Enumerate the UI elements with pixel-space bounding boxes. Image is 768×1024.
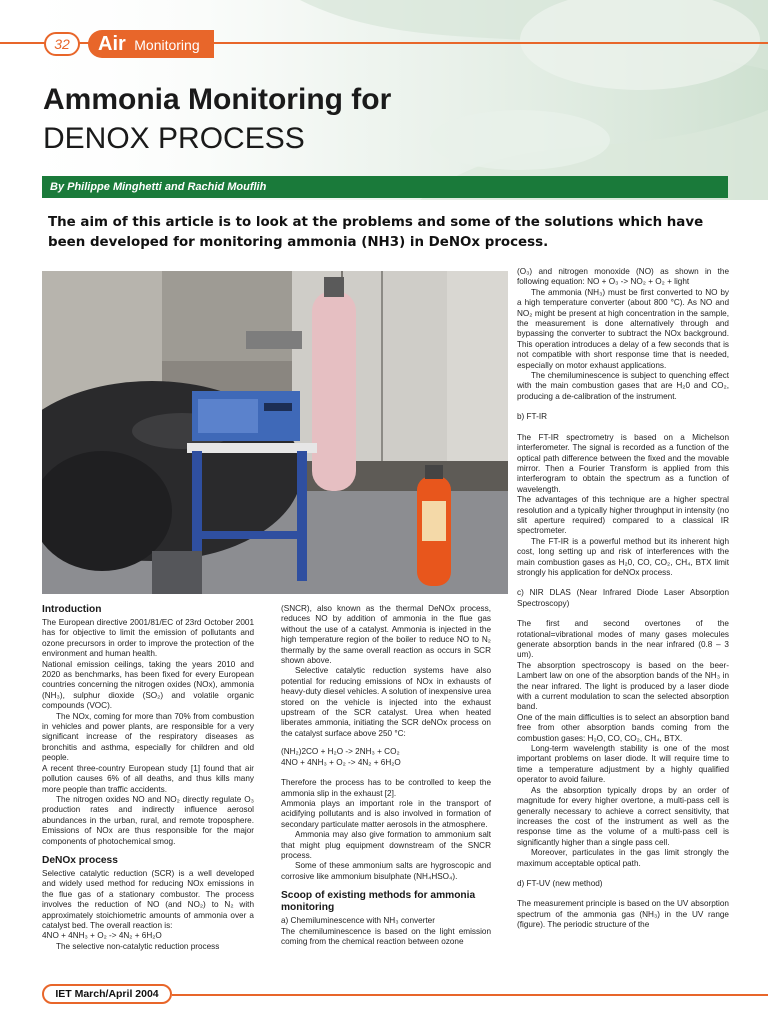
subheading-nir-dlas: c) NIR DLAS (Near Infrared Diode Laser Absorption Spectroscopy) <box>517 588 729 608</box>
paragraph: The chemiluminescence is subject to quenching effect with the main combustion gases that are H₂0 and CO₂, producing a de-calibration of the instrument. <box>517 371 729 401</box>
subheading-ft-uv: d) FT-UV (new method) <box>517 878 603 888</box>
abstract: The aim of this article is to look at the problems and some of the solutions which have been developed for monitoring ammonia (NH3) in DeNOx process. <box>48 215 704 250</box>
paragraph: The NOx, coming for more than 70% from combustion in vehicles and power plants, are responsible for a very significant increase of the respiratory diseases as bronchitis and asthma, especially for children and old people. <box>42 711 254 763</box>
lab-equipment-photo <box>42 271 508 594</box>
byline: By Philippe Minghetti and Rachid Mouflih <box>42 176 728 198</box>
paragraph: The chemiluminescence is based on the light emission coming from the chemical reaction between ozone <box>281 926 491 946</box>
equation: 4NO + 4NH₃ + O₂ -> 4N₂ + 6H₂O <box>281 757 401 767</box>
paragraph: Therefore the process has to be controlled to keep the ammonia slip in the exhaust [2]. <box>281 778 491 798</box>
paragraph: The first and second overtones of the rotational=vibrational modes of many gases molecules generate absorption bands in the near infrared (0.8 – 3 um). <box>517 619 729 660</box>
section-tab <box>88 30 214 58</box>
paragraph: Moreover, particulates in the gas limit strongly the maximum acceptable optical path. <box>517 848 729 868</box>
column-1 <box>42 604 254 952</box>
paragraph: The measurement principle is based on the UV absorption spectrum of the ammonia gas (NH₃) in the UV range (figure). The periodic structure of the <box>517 899 729 930</box>
paragraph: One of the main difficulties is to select an absorption band free from other absorption bands coming from the combustion gases: H₂O, CO, CO₂, CH₄, BTX. <box>517 712 729 743</box>
paragraph: Some of these ammonium salts are hygroscopic and corrosive like ammonium bisulphate (NH₄HSO₄). <box>281 861 491 881</box>
column-2 <box>281 604 491 947</box>
column-3 <box>517 267 729 931</box>
paragraph: The advantages of this technique are a higher spectral resolution and a typically higher throughput in intensity (no slit aperture required) compared to a classical IR spectrometer. <box>517 495 729 536</box>
paragraph: The nitrogen oxides NO and NO₂ directly regulate O₃ production rates and indirectly influence aerosol abundances in the urban, rural, and remote troposphere. Emissions of NOx are thus responsible for the major components of photochemical smog. <box>42 794 254 846</box>
article-title-line1: Ammonia Monitoring for <box>43 83 392 116</box>
subheading-ft-ir: b) FT-IR <box>517 412 548 422</box>
heading-scoop-methods: Scoop of existing methods for ammonia monitoring <box>281 890 476 914</box>
paragraph: (SNCR), also known as the thermal DeNOx process, reduces NO by addition of ammonia in the flue gas without the use of a catalyst. Ammonia is injected in the high temperature region of the boiler to reduce NO to N₂ thermally by the same overall reaction as occurs in SCR shown above. <box>281 604 491 666</box>
article-title-line2: DENOX PROCESS <box>43 122 305 155</box>
heading-introduction: Introduction <box>42 604 102 615</box>
paragraph: Ammonia may also give formation to ammonium salt that might plug equipment downstream of the SNCR process. <box>281 830 491 860</box>
equation: 4NO + 4NH₃ + O₂ -> 4N₂ + 6H₂O <box>42 931 162 941</box>
equation: (NH₂)2CO + H₂O -> 2NH₃ + CO₂ <box>281 747 400 757</box>
paragraph: As the absorption typically drops by an order of magnitude for every higher overtone, a multi-pass cell is generally necessary to achieve a correct sensitivity, that increases the cost of the instrument as well as the response time as the volume of a multi-pass cell is significantly higher than a single pass cell. <box>517 785 729 847</box>
paragraph: The FT-IR is a powerful method but its inherent high cost, long setting up and risk of interferences with the main combustion gases as H₂0, CO, CO₂, CH₄, BTX limit strongly his application for deNOx process. <box>517 536 729 577</box>
page-number: 32 <box>44 32 80 56</box>
paragraph: The selective non-catalytic reduction process <box>56 941 220 951</box>
paragraph: Ammonia plays an important role in the transport of acidifying pollutants and is also involved in formation of secondary particulate matter aerosols in the atmosphere. <box>281 798 491 829</box>
paragraph: The European directive 2001/81/EC of 23rd October 2001 has for objective to limit the emission of pollutants and ozone precursors in order to improve the protection of the environment and human health. <box>42 618 254 659</box>
footer-rule <box>172 994 768 996</box>
paragraph: (O₃) and nitrogen monoxide (NO) as shown in the following equation: NO + O₃ -> NO₂ + O₂ + light <box>517 267 729 287</box>
paragraph: The absorption spectroscopy is based on the beer-Lambert law on one of the absorption bands of the NH₃ in the near infrared. The light is produced by a laser diode with a current modulation to scan the selected absorption band. <box>517 660 729 712</box>
subheading-chemiluminescence: a) Chemiluminescence with NH₃ converter <box>281 916 435 926</box>
paragraph: Selective catalytic reduction systems have also potential for reducing emissions of NOx in exhausts of heavy-duty diesel vehicles. A solution of inexpensive urea stored on the vehicle is injected into the exhaust upstream of the SCR catalyst. Urea when heated liberates ammonia, initiating the SCR deNOx process on the catalyst surface above 250 °C: <box>281 666 491 738</box>
paragraph: National emission ceilings, taking the years 2010 and 2020 as benchmarks, has been fixed for every European countries concerning the nitrogen oxides (NOx), ammonia (NH₃), sulphur dioxide (SO₂) and volatile organic compounds (VOC). <box>42 659 254 711</box>
paragraph: The ammonia (NH₃) must be first converted to NO by a high temperature converter (about 800 °C). As NO and NO₂ might be present at high concentration in the sample, the measurement is done alternatively through and bypassing the converter to subtract the NOx background. This operation introduces a delay of a few seconds that is not compatible with short response time that is needed, especially on motor exhaust applications. <box>517 287 729 370</box>
section-sub-label: Monitoring <box>134 37 200 53</box>
section-main-label: Air <box>98 33 126 55</box>
paragraph: Selective catalytic reduction (SCR) is a well developed and widely used method for reducing NOx emissions in the flue gas of a stationary combustor. The process involves the reduction of NO (and NO₂) to N₂ with approximately stoichiometric amounts of ammonia over a catalyst bed. The overall reaction is: <box>42 868 254 930</box>
heading-denox-process: DeNOx process <box>42 854 118 866</box>
footer-issue: IET March/April 2004 <box>42 984 172 1004</box>
paragraph: Long-term wavelength stability is one of the most important problems on laser diode. It will require time to time a temperature adjustment by a highly qualified operator to avoid failure. <box>517 744 729 785</box>
paragraph: A recent three-country European study [1] found that air pollution causes 6% of all deaths, and thus kills many more people than traffic accidents. <box>42 763 254 794</box>
paragraph: The FT-IR spectrometry is based on a Michelson interferometer. The signal is recorded as a function of the optical path difference between the fixed and the movable mirror. Then a Fourier Transform is applied from this interferogram to obtain the spectrum as a function of wavelength. <box>517 432 729 494</box>
